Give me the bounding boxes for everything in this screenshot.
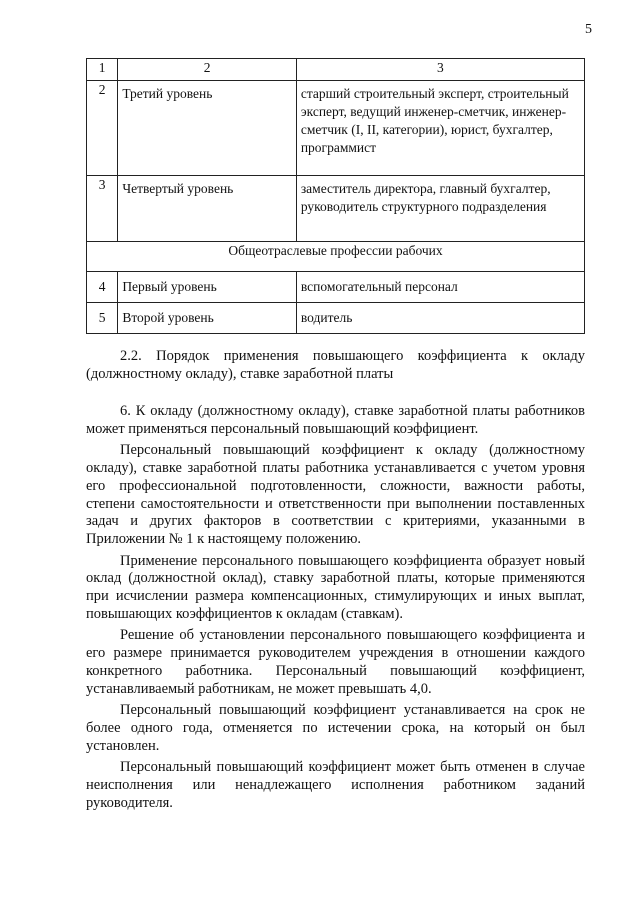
qualification-level: Первый уровень	[118, 272, 297, 303]
positions-table	[86, 58, 585, 334]
table-row	[87, 176, 585, 242]
paragraph: Решение об установлении персонального повышающего коэффициента и его размере принимается руководителем учреждения в отношении каждого конкретного работника. Персональный повышающий коэффициент, устанавливаемый работникам, не может превышать 4,0.	[86, 627, 585, 697]
positions-list: старший строительный эксперт, строительный эксперт, ведущий инженер-сметчик, инженер-сметчик (I, II, категории), юрист, бухгалтер, программист	[296, 81, 584, 176]
paragraph: Применение персонального повышающего коэффициента образует новый оклад (должностной оклад), ставку заработной платы, которые применяются при исчислении размера компенсационных, стимулирующих и иных выплат, повышающих коэффициентов к окладам (ставкам).	[86, 552, 585, 622]
positions-list: водитель	[296, 303, 584, 334]
body-text	[86, 403, 585, 816]
paragraph: Персональный повышающий коэффициент может быть отменен в случае неисполнения или ненадлежащего исполнения работником заданий руководителя.	[86, 759, 585, 811]
table-row	[87, 81, 585, 176]
section-heading: 2.2. Порядок применения повышающего коэффициента к окладу (должностному окладу), ставке заработной платы	[86, 348, 585, 382]
header-cell-3: 3	[296, 59, 584, 81]
table-header-row	[87, 59, 585, 81]
paragraph: Персональный повышающий коэффициент устанавливается на срок не более одного года, отменяется по истечении срока, на который он был установлен.	[86, 702, 585, 754]
positions-list: вспомогательный персонал	[296, 272, 584, 303]
header-cell-2: 2	[118, 59, 297, 81]
table-row	[87, 303, 585, 334]
page-number: 5	[585, 22, 592, 37]
table-row	[87, 272, 585, 303]
paragraph: Персональный повышающий коэффициент к окладу (должностному окладу), ставке заработной платы работника устанавливается с учетом уровня его профессиональной подготовленности, сложности, важности работы, степени самостоятельности и ответственности при выполнении поставленных задач и других факторов в соответствии с критериями, указанными в Приложении № 1 к настоящему положению.	[86, 442, 585, 547]
qualification-level: Четвертый уровень	[118, 176, 297, 242]
row-number: 4	[87, 272, 118, 303]
row-number: 2	[87, 81, 118, 176]
qualification-level: Второй уровень	[118, 303, 297, 334]
qualification-level: Третий уровень	[118, 81, 297, 176]
row-number: 5	[87, 303, 118, 334]
paragraph: 6. К окладу (должностному окладу), ставке заработной платы работников может применяться персональный повышающий коэффициент.	[86, 403, 585, 437]
positions-list: заместитель директора, главный бухгалтер, руководитель структурного подразделения	[296, 176, 584, 242]
group-title: Общеотраслевые профессии рабочих	[87, 242, 585, 272]
table-group-row	[87, 242, 585, 272]
header-cell-1: 1	[87, 59, 118, 81]
row-number: 3	[87, 176, 118, 242]
